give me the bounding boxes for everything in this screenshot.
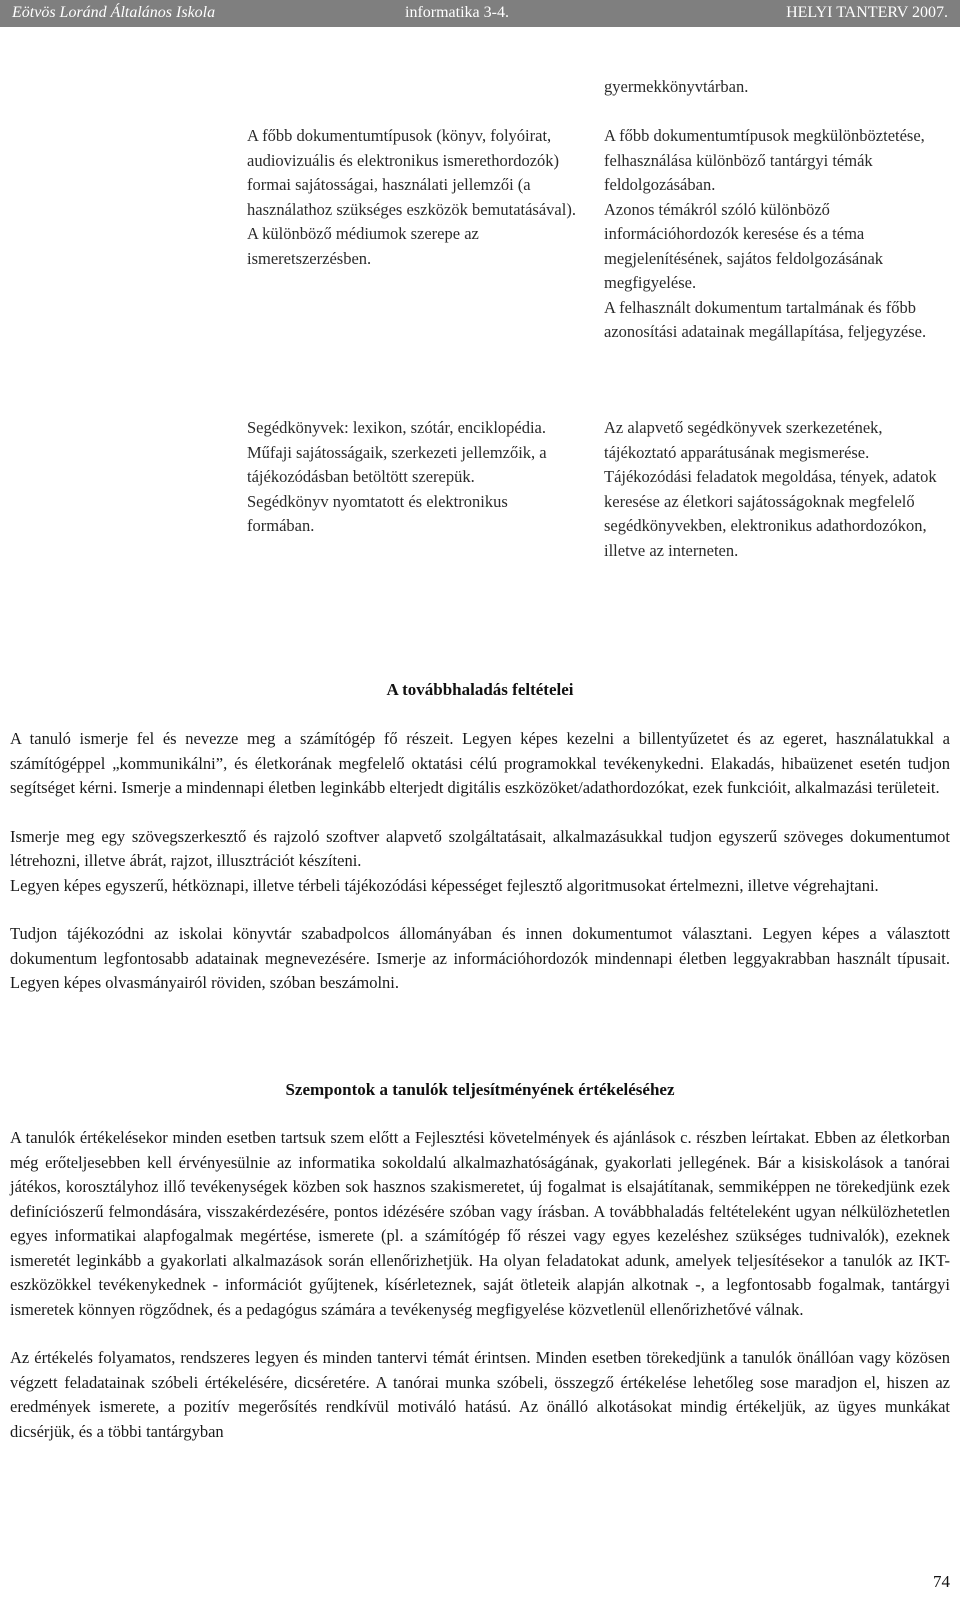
header-school-name: Eötvös Loránd Általános Iskola [12, 4, 216, 21]
section-title-progression: A továbbhaladás feltételei [386, 680, 574, 699]
row2-right-text-1: Az alapvető segédkönyvek szerkezetének, tájékoztató apparátusának megismerése. [604, 418, 883, 462]
section-assessment-body [10, 1126, 950, 1444]
page-header [0, 0, 960, 27]
progression-paragraph-1: A tanuló ismerje fel és nevezze meg a számítógép fő részeit. Legyen képes kezelni a billentyűzetet és az egeret, használatukkal a számítógéppel „kommunikálni”, és életkorának megfelelő oktatási célú programokkal tevékenykedni. Elakadás, hibaüzenet esetén tudjon segítséget kérni. Ismerje a mindennapi életben leginkább elterjedt digitális eszközöket/adathordozókat, ezek funkcióit, alkalmazási területeit. [10, 729, 950, 797]
row2-right-text-2: Tájékozódási feladatok megoldása, tények, adatok keresése az életkori sajátosságoknak megfelelő segédkönyvekben, elektronikus adathordozókon, illetve az interneten. [604, 467, 937, 560]
progression-paragraph-2: Ismerje meg egy szövegszerkesztő és rajzoló szoftver alapvető szolgáltatásait, alkalmazásukkal tudjon egyszerű szöveges dokumentumot létrehozni, illetve ábrát, rajzot, illusztrációt készíteni. [10, 826, 950, 870]
table-row1-left [247, 124, 577, 271]
table-row2-right [604, 416, 949, 563]
row1-right-text-1: A főbb dokumentumtípusok megkülönböztetése, felhasználása különböző tantárgyi témák feldolgozásában. [604, 126, 925, 194]
progression-paragraph-3: Legyen képes egyszerű, hétköznapi, illetve térbeli tájékozódási képességet fejlesztő algoritmusokat értelmezni, illetve végrehajtani. [10, 875, 879, 895]
section-title-assessment: Szempontok a tanulók teljesítményének értékeléséhez [285, 1080, 675, 1099]
table-row1-right [604, 124, 949, 345]
right-top-text: gyermekkönyvtárban. [604, 77, 749, 96]
row1-left-text: A főbb dokumentumtípusok (könyv, folyóirat, audiovizuális és elektronikus ismerethordozók) formai sajátosságai, használati jellemzői (a használathoz szükséges eszközök bemutatásával). A különböző médiumok szerepe az ismeretszerzésben. [247, 126, 576, 268]
assessment-paragraph-1: A tanulók értékelésekor minden esetben tartsuk szem előtt a Fejlesztési követelmények és ajánlások c. részben leírtakat. Ebben az életkorban még erőteljesebben kell érvényesülnie az informatika sokoldalú alkalmazhatóságának, gyakorlati jellegének. Bár a kisiskolások a tanórai játékos, korosztályhoz illő tevékenységek közben sok hasznos szakismeretet, új fogalmat is elsajátítanak, semmiképpen ne törekedjünk ezek definíciószerű felmondására, visszakérdezésére, pontos idézésére szóban vagy írásban. A továbbhaladás feltételeként ugyan nélkülözhetetlen egyes informatikai alapfogalmak megértése, ismerete (pl. a számítógép fő részei vagy egyes kezeléshez szükséges tudnivalók), ezeknek ismeretét leginkább a gyakorlati alkalmazások során ellenőrizhetjük. Ha olyan feladatokat adunk, amelyek teljesítésekor a tanulók az IKT-eszközökkel tevékenykednek - információt gyűjtenek, kísérleteznek, saját ötleteik alapján alkotnak -, a legfontosabb fogalmak, tantárgyi ismeretek könnyen rögződnek, és a pedagógus számára a tevékenység megfigyelése közvetlenül ellenőrizhetővé válnak. [10, 1128, 950, 1319]
progression-paragraph-4: Tudjon tájékozódni az iskolai könyvtár szabadpolcos állományában és innen dokumentumot választani. Legyen képes a választott dokumentum legfontosabb adatainak megnevezésére. Ismerje az információhordozók mindennapi életben leggyakrabban használt típusait. Legyen képes olvasmányairól röviden, szóban beszámolni. [10, 924, 950, 992]
page-number: 74 [933, 1572, 950, 1591]
row2-left-text-2: Segédkönyv nyomtatott és elektronikus formában. [247, 491, 508, 535]
row1-right-text-2: Azonos témákról szóló különböző információhordozók keresése és a téma megjelenítésének, sajátos feldolgozásának megfigyelése. [604, 199, 884, 292]
row1-right-text-3: A felhasznált dokumentum tartalmának és főbb azonosítási adatainak megállapítása, feljegyzése. [604, 297, 927, 341]
header-subject: informatika 3-4. [405, 4, 509, 21]
section-progression-body [10, 727, 950, 996]
table-row2-left [247, 416, 577, 539]
assessment-paragraph-2: Az értékelés folyamatos, rendszeres legyen és minden tantervi témát érintsen. Minden esetben törekedjünk a tanulók önállóan vagy közösen végzett feladatainak szóbeli értékelésére, dicséretére. A tanórai munka szóbeli, összegző értékelése lehetőleg sose maradjon el, hiszen az eredmények ismerete, a pozitív megerősítés rendkívül motiváló hatású. Az önálló alkotásokat mindig értékeljük, az ügyes munkákat dicsérjük, és a többi tantárgyban [10, 1348, 950, 1441]
header-curriculum: HELYI TANTERV 2007. [786, 4, 948, 21]
table-right-continuation [604, 75, 949, 100]
row2-left-text-1: Segédkönyvek: lexikon, szótár, enciklopédia. Műfaji sajátosságaik, szerkezeti jellemzőik, a tájékozódásban betöltött szerepük. [247, 418, 547, 486]
